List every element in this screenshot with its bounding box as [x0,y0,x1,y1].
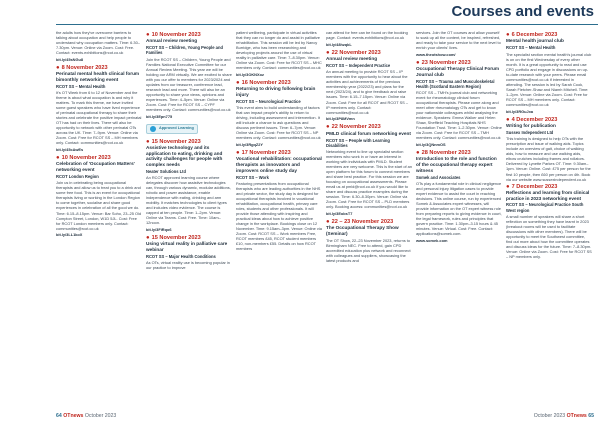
event-description: services. Join the OT courses and allow yourself to soak up all the content, be inspired, refreshed, and ready to take your service to the next level to enrich your clients' lives. [416,30,501,51]
event-title: The Occupational Therapy Show (Seminar) [326,225,399,236]
event-link[interactable]: bit.ly/3P8MVmn [326,116,355,122]
event-organiser: Sussex Independent Ltd [506,129,554,135]
event-title: Celebration of 'Occupation Matters' networking event [56,161,135,173]
event-entry [506,117,592,182]
event-title: Annual review meeting [146,38,198,44]
calendar-pin-icon: ● [236,150,240,157]
event-description: The specialist section mental health's journal club is on on the first Wednesday of every other month. It is a great opportunity to read and use CPD portfolio and engage in discussions on up-to-date research with your peers. Please email communities@rcot.co.uk if interested in attending. The session is led by Sarah Cook, Sarah Fletcher-Shaw and Niamh Mitchell. Time: 1–2pm. Venue: Online via Zoom. Cost: Free for RCOT SS – MH members only. Contact: communities@rcot.co.uk [506,51,592,107]
event-entry [146,139,232,232]
footer-left [56,413,116,419]
calendar-pin-icon: ● [506,183,510,190]
event-organiser: RCOT London Region [56,174,99,180]
event-link[interactable]: bit.ly/3QNnmOS [416,142,446,148]
event-link[interactable]: bit.ly/3LL1koX [56,232,83,238]
events-column [326,30,412,408]
event-title: Returning to driving following brain injury [236,86,316,97]
event-description: Featuring presentations from occupational therapists who are leading authorities in the NHS and private sector, the study day is designed for occupational therapists involved in vocational rehabilitation, occupational health, primary care roles, students and other professionals. It will provide those attending with inspiring and practical ideas about how to achieve positive change in the workplace. Bookings close on 12 November. Time: 9.15am–3pm. Venue: Online via Zoom. Cost: RCOT SS – Work members Free, RCOT members £45, RCOT student members £10, non-members £55. Details on how RCOT members [236,180,322,252]
event-entry [416,150,502,243]
event-entry [146,32,232,137]
event-entry [236,150,322,251]
event-title: Using virtual reality in palliative care webinar [146,241,228,253]
calendar-pin-icon: ● [56,155,60,162]
event-date-text: 15 November 2023 [151,235,201,242]
event-organiser: RCOT SS – Children, Young People and Families [146,45,223,56]
event-description: The OT Show, 22–23 November 2023, returns to Birmingham NEC. Free to attend, gain CPD accredited education plus network and reconnect with colleagues and suppliers, showcasing the latest products and [326,237,411,264]
event-entry [146,235,232,270]
event-entry [506,32,592,114]
event-date-text: 22 November 2023 [331,124,381,131]
event-entry [416,60,502,147]
event-description: A small number of speakers will share a short reflection on something they have learnt in 2023 (breakout rooms will be used to facilitate discussions with other members). There will be opportunity to meet the Southwest committee, find out more about how the committee operates and discuss ideas for the future. Time: 7–8.30pm. Venue: Online via Zoom. Cost: Free for RCOT SS – NP members only. [506,213,592,260]
calendar-pin-icon: ● [56,64,60,71]
event-organiser: RCOT SS – Trauma and Musculoskeletal Health (Scotland Eastern Region) [416,78,495,89]
event-organiser: RCOT SS – People with Learning Disabilities [326,137,390,148]
event-title: Perinatal mental health clinical forum bimonthly networking event [56,71,140,82]
events-column [146,30,232,408]
event-description: Join us in celebrating being occupational therapists and allow us to treat you to a drink and some free food. This is an event for occupational therapists living or working in the London Region to come together, socialise and share good experiences in celebration of all the good we do. Time: 6.15–8.15pm. Venue: Bar Soho, 23–25 Old Compton Street, London, W1D 5JL. Cost: Free for RCOT London members only. Contact: communities@rcot.co.uk [56,180,142,231]
events-column [506,30,592,408]
events-column [236,30,322,408]
calendar-pin-icon: ● [146,32,150,38]
footer-right [534,413,594,419]
event-link[interactable]: bit.ly/45cAwEs [56,147,84,153]
left-page-number: 64 [56,413,62,419]
calendar-pin-icon: ● [416,150,420,157]
event-title: Reflections and learning from clinical practice in 2023 networking event [506,189,590,201]
approved-badge-label: Approved Learning [159,126,194,131]
event-description: An RCOT approved learning course where delegates discover how assistive technologies can, through various dynamic, modular additions, robotic and power assistance, enable independence with eating, drinking and arm mobility. It matches technologies to client types and includes video evidence. The course is capped at ten people. Time: 1–2pm. Venue: Online via Teams. Cost: Free. Time: 10am–12noon. [146,175,231,226]
event-date-text: 22 – 23 November 2023 [331,219,394,226]
calendar-pin-icon: ● [146,235,150,242]
event-date-text: 23 November 2023 [421,59,471,66]
event-link[interactable]: bit.ly/3EobsT7 [326,211,353,217]
event-description: the adults how they've overcome barriers to talking about occupation and help people to understand why occupation matters. Time: 6.30–7.30pm. Venue: Online via Zoom. Cost: Free. Contact: events.exhibitions@rcot.co.uk [56,30,140,56]
event-description: patient wellbeing, participate in virtual activities that they can no longer do and assist in palliative rehabilitation. This session will be led by Nancy Burridge, who has been researching and developing projects around the use of virtual reality in palliative care. Time: 7–8.30pm. Venue: Online via Zoom. Cost: Free for RCOT SS – MHC members only. Contact: communities@rcot.co.uk [236,30,322,71]
event-link[interactable]: bit.ly/3Epn775 [146,113,173,119]
event-title: Vocational rehabilitation: occupational therapists as innovators and improvers online study day [236,156,322,173]
page-footer [0,410,600,424]
event-entry [416,30,502,57]
calendar-pin-icon: ● [236,80,240,87]
events-column [56,30,142,408]
event-organiser: RCOT SS – Work [236,174,269,180]
event-title: Assistive technology and its application to eating, drinking and activity challenges for people with complex needs [146,145,223,167]
header-rule [56,24,598,25]
event-date-text: 22 November 2023 [331,49,381,56]
event-link[interactable]: bit.ly/3OKNXoz [236,71,264,77]
event-date-text: 17 November 2023 [241,150,291,157]
event-link[interactable]: bit.ly/3FiRqo6 [146,227,172,233]
event-description: Networking event to line up specialist section members who work in or have an interest in working with individuals with PMLD. Student members are very welcome. This is the start of an open platform for this forum to connect members and share best practice. For this session we are focusing on occupational assessments. Please email us at pmld@rcot.co.uk if you would like to share and discuss practice examples during the session. Time: 6.30–8.30pm. Venue: Online via Zoom. Cost: Free for RCOT SS – PLD members only. Booking access: communities@rcot.co.uk [326,148,412,210]
left-date: October 2023 [84,413,117,419]
calendar-pin-icon: ● [146,138,150,145]
event-entry [236,80,322,147]
event-title: Annual review meeting [326,56,378,62]
event-title: Writing for publication [506,122,556,128]
calendar-pin-icon: ● [326,124,330,131]
event-description: can attend for free can be found on the booking page. Contact: events.exhibitions@rcot.co.uk [326,30,408,41]
event-date-text: 8 November 2023 [61,64,108,71]
event-description: OTs play a fundamental role in clinical negligence and personal injury litigation cases to provide expert evidence to assist the court in reaching decisions. This online course, run by experienced Somek & Associates expert witnesses, will provide information on the OT expert witness role from preparing reports to giving evidence in court, the legal framework, rules and principles that govern practice. Time: 1.30pm–3.15 hours & 45 minutes. Venue: Virtual. Cost: Free. Contact: applications@somek.com. [416,180,502,237]
approved-learning-badge [146,124,198,134]
event-date-text: 6 December 2023 [511,32,558,38]
event-description: This training is designed to help OTs with the prescription and issue of walking aids. Topics include an overview of gait, choice of walking aids, how to measure and use walking aids, elbow crutches including frames and rollators. Delivered by Lynette Parkes OT. Time: 9.30am–1pm. Venue: Online. Cost: £75 per person for the first 10 people, then £60 per person on 4th. Book via our website www.sussexindependent.co.uk [506,136,591,182]
event-link[interactable]: www.somek.com [416,237,448,243]
event-description: As OTs, virtual reality use is becoming popular in our practice to improve [146,260,230,271]
event-entry [326,124,412,216]
event-title: Mental health journal club [506,38,564,44]
event-entry [56,65,142,152]
event-link[interactable]: bit.ly/45sNGu8 [56,56,84,62]
event-entry [56,155,142,237]
event-organiser: Neater Solutions Ltd [146,168,187,174]
event-entry [506,184,592,260]
calendar-pin-icon: ● [326,49,330,56]
event-description: Join the RCOT SS – Children, Young People and Families National Executive Committee for our Annual Review Meeting. This year we will be holding our ARM virtually. We are excited to share with you our offer to members for 2023/2024 and updates from our treasurer, conference lead, research lead and more. There will also be an opportunity to share your views, opinions and experiences. Time: 4–5pm. Venue: Online via Zoom. Cost: Free for RCOT SS – CYPF members only. Contact: communities@rcot.co.uk [146,56,232,113]
event-date-text: 7 December 2023 [511,183,558,190]
events-column [416,30,502,408]
event-date-text: 10 November 2023 [151,32,201,38]
event-date-text: 4 December 2023 [511,116,558,123]
page-header [0,0,600,26]
event-link[interactable]: bit.ly/3RGuJxa [506,108,534,114]
event-entry [326,30,412,47]
approved-badge-icon [150,126,156,132]
calendar-pin-icon: ● [506,32,510,38]
calendar-pin-icon: ● [326,219,330,226]
event-link[interactable]: bit.ly/3RgqZ2Y [236,142,264,148]
event-organiser: RCOT SS – Mental Health [506,45,556,51]
event-description: This event aims to build understanding of factors that can impact people's ability to return to driving, including assessment and intervention. It will include a chance to ask questions and discuss pertinent issues. Time: 6–7pm. Venue: Online via Zoom. Cost: Free for RCOT SS – NP members only. Contact: communities@rcot.co.uk [236,105,321,141]
event-organiser: RCOT SS – Neurological Practice [236,98,301,104]
event-date-text: 15 November 2023 [151,138,201,145]
calendar-pin-icon: ● [506,116,510,123]
section-title: Courses and events [451,3,594,20]
event-entry [326,50,412,122]
event-title: Introduction to the role and function of the occupational therapy expert witness [416,156,497,173]
event-entry [326,219,412,263]
event-organiser: RCOT SS – Independent Practice [326,63,391,69]
right-page-number: 65 [588,413,594,419]
event-entry [236,30,322,77]
event-title: Occupational Therapy Clinical Forum Journal club [416,66,500,77]
calendar-pin-icon: ● [416,59,420,66]
event-organiser: RCOT SS – Neurological Practice South West region [506,202,584,213]
event-date-text: 16 November 2023 [241,80,291,87]
event-organiser: RCOT SS – Mental Health [56,83,106,89]
event-link[interactable]: bit.ly/48hzqkL [326,41,352,47]
event-description: An annual meeting to provide RCOT SS – IP members with the opportunity to hear about the activities and achievements of the previous membership year (2022/23) and plans for the next (2023/24), and to give feedback and raise issues. Time: 6.15–7.15pm. Venue: Online via Zoom. Cost: Free for all RCOT and RCOT SS – IP members only. Contact: communities@rcot.co.uk [326,69,409,115]
left-brand: OTnews [63,413,84,419]
event-link[interactable]: www.theotshow.com/ [416,51,456,57]
event-description: It's OT Week from 6 to 12 of November and the theme is about what occupation is and why it matters. To mark this theme, we have invited some guest speakers who have lived experience of perinatal occupational therapy to share their stories and celebrate the positive impact perinatal OT has had on their lives. There will also be opportunity to network with other perinatal OTs across the UK. Time: 7–9pm. Venue: Online via Zoom. Cost: Free for RCOT SS – MH members only. Contact: communities@rcot.co.uk [56,89,142,146]
event-date-text: 28 November 2023 [421,150,471,157]
right-date: October 2023 [533,413,566,419]
event-organiser: Somek and Associates [416,174,461,180]
event-description: RCOT SS – TMH's journal club and networking event for rheumatology clinical forum occupational therapists. Please come along and meet other rheumatology OTs and get to know your nationwide colleagues whilst analysing the evidence. Speakers: Emma Walker and Helen Shaw, Sheffield Teaching Hospitals NHS Foundation Trust. Time: 1–2.30pm. Venue: Online via Zoom. Cost: Free for RCOT SS – TMH members only. Contact: communities@rcot.co.uk [416,89,502,141]
event-title: PMLD clinical forum networking event [326,130,411,136]
right-brand: OTnews [566,413,587,419]
event-organiser: RCOT SS – Major Health Conditions [146,254,216,259]
event-date-text: 10 November 2023 [61,155,111,162]
event-entry [56,30,142,62]
